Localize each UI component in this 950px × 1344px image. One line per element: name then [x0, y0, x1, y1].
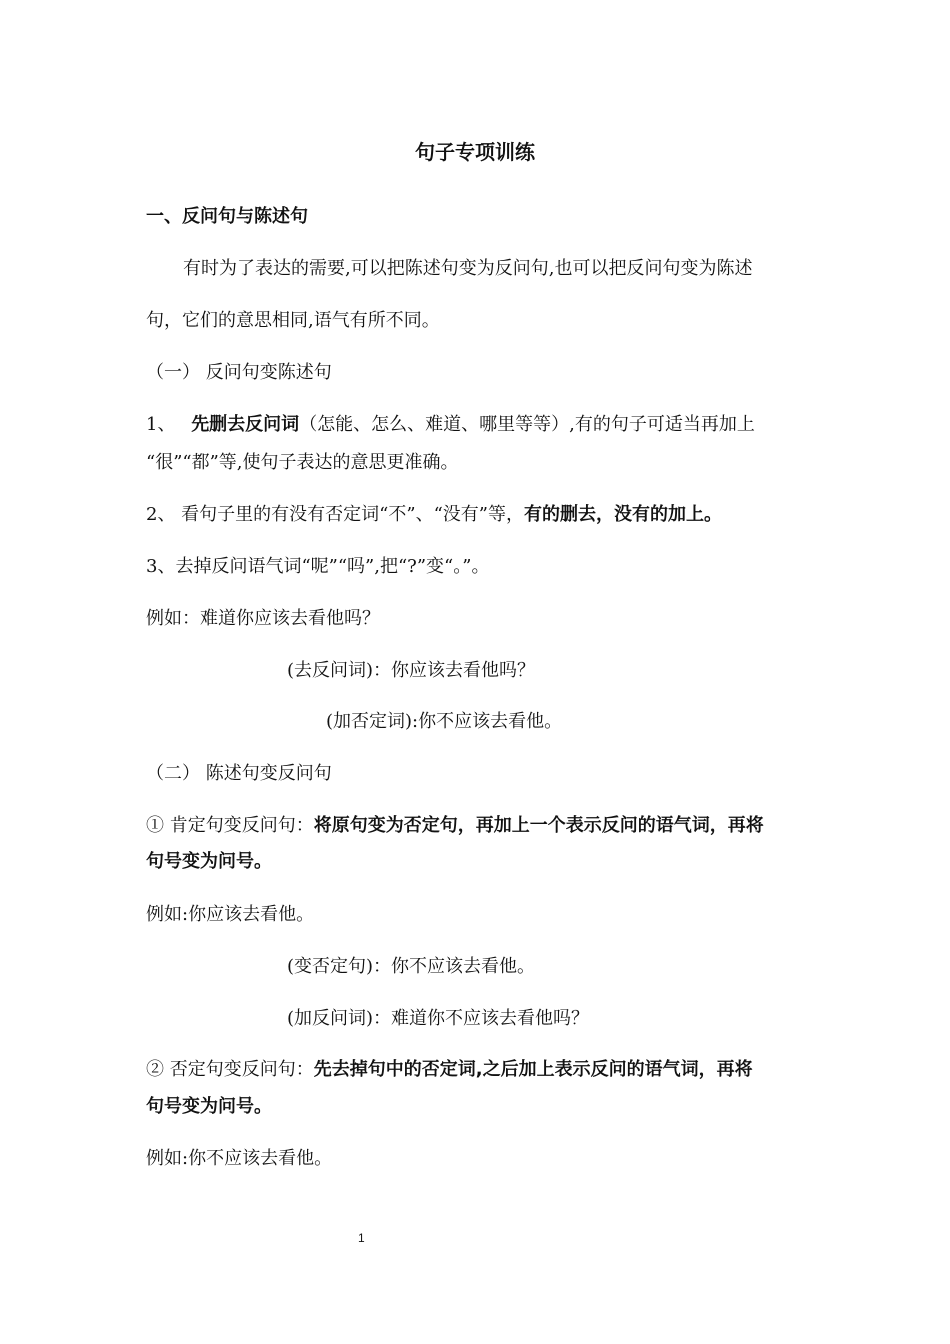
intro-paragraph-line1: 有时为了表达的需要,可以把陈述句变为反问句,也可以把反问句变为陈述: [183, 258, 753, 279]
rule-1-bold: 将原句变为否定句，再加上一个表示反问的语气词，再将: [313, 815, 764, 836]
step-1-line2: “很”“都”等,使句子表达的意思更准确。: [146, 452, 459, 473]
step-1-rest: （怎能、怎么、难道、哪里等等）,有的句子可适当再加上: [299, 414, 755, 435]
step-2-bold: 有的删去，没有的加上。: [523, 504, 722, 525]
step-3: 3、去掉反问语气词“呢”“吗”,把“?”变“。”。: [146, 556, 490, 577]
intro-paragraph-line2: 句，它们的意思相同,语气有所不同。: [146, 310, 440, 331]
rule-2: [146, 1058, 753, 1082]
example-label-1: 例如：难道你应该去看他吗？: [146, 608, 380, 629]
rule-2-bold: 先去掉句中的否定词,之后加上表示反问的语气词，再将: [313, 1059, 753, 1080]
step-1-number: 1、: [146, 414, 176, 435]
step-1-bold: 先删去反问词: [191, 414, 300, 435]
section-heading: 一、反问句与陈述句: [146, 206, 308, 227]
example-2-line2: (加反问词)：难道你不应该去看他吗？: [287, 1008, 590, 1029]
example-2-line1: (变否定句)：你不应该去看他。: [287, 956, 536, 977]
step-2-text: 2、 看句子里的有没有否定词“不”、“没有”等，: [146, 504, 524, 525]
subsection-heading-1: （一） 反问句变陈述句: [146, 362, 332, 383]
example-label-3: 例如:你不应该去看他。: [146, 1148, 333, 1169]
rule-2-line2: 句号变为问号。: [146, 1096, 272, 1117]
subsection-heading-2: （二） 陈述句变反问句: [146, 763, 332, 784]
example-label-2: 例如:你应该去看他。: [146, 904, 315, 925]
rule-1-prefix: ① 肯定句变反问句：: [146, 815, 314, 836]
rule-2-prefix: ② 否定句变反问句：: [146, 1059, 314, 1080]
rule-1: [146, 814, 764, 838]
page-number: 1: [358, 1231, 365, 1245]
step-2: [146, 503, 722, 527]
step-1: [146, 413, 755, 437]
rule-1-line2: 句号变为问号。: [146, 851, 272, 872]
example-1-line1: (去反问词)：你应该去看他吗？: [287, 660, 536, 681]
example-1-line2: (加否定词):你不应该去看他。: [326, 711, 563, 732]
document-title: 句子专项训练: [415, 140, 535, 164]
